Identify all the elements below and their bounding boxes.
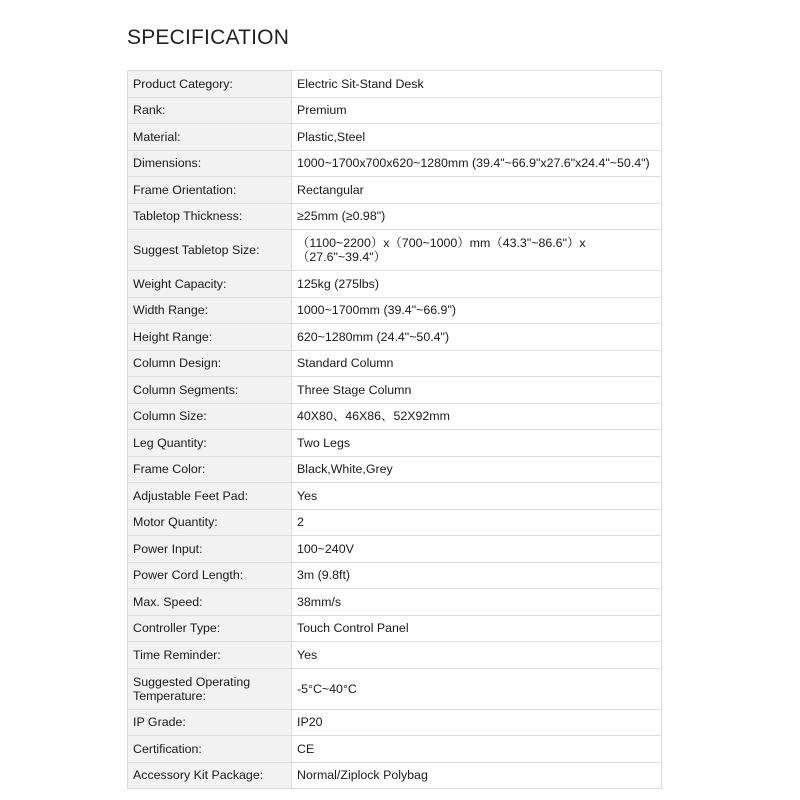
spec-row-weight-capacity [128,271,662,298]
spec-label: Dimensions: [128,150,292,177]
spec-label: Width Range: [128,297,292,324]
spec-label: Rank: [128,97,292,124]
spec-label: Column Size: [128,403,292,430]
spec-label: Height Range: [128,324,292,351]
spec-label: Frame Color: [128,456,292,483]
spec-label: Column Design: [128,350,292,377]
spec-row-column-segments [128,377,662,404]
spec-label: Accessory Kit Package: [128,762,292,789]
spec-label: Power Input: [128,536,292,563]
spec-label: Material: [128,124,292,151]
spec-row-power-cord-length [128,562,662,589]
page-title: SPECIFICATION [127,26,290,49]
spec-row-column-design [128,350,662,377]
spec-row-product-category [128,71,662,98]
spec-row-material [128,124,662,151]
spec-value: Three Stage Column [292,377,662,404]
spec-label: IP Grade: [128,709,292,736]
spec-row-certification [128,736,662,763]
spec-row-max-speed [128,589,662,616]
spec-value: Electric Sit-Stand Desk [292,71,662,98]
spec-row-time-reminder [128,642,662,669]
spec-value: Yes [292,642,662,669]
spec-value: 38mm/s [292,589,662,616]
spec-value: 1000~1700x700x620~1280mm (39.4"~66.9"x27.6"x24.4"~50.4") [292,150,662,177]
spec-value: -5°C~40°C [292,668,662,709]
spec-label: Product Category: [128,71,292,98]
spec-row-accessory-kit-package [128,762,662,789]
spec-value: 1000~1700mm (39.4"~66.9") [292,297,662,324]
spec-value: 125kg (275lbs) [292,271,662,298]
spec-label: Suggested Operating Temperature: [128,668,292,709]
spec-label: Controller Type: [128,615,292,642]
spec-row-frame-color [128,456,662,483]
spec-value: Premium [292,97,662,124]
spec-value: 3m (9.8ft) [292,562,662,589]
spec-value: Normal/Ziplock Polybag [292,762,662,789]
spec-label: Motor Quantity: [128,509,292,536]
spec-row-motor-quantity [128,509,662,536]
spec-row-width-range [128,297,662,324]
spec-row-power-input [128,536,662,563]
specification-table [127,70,662,789]
spec-value: Yes [292,483,662,510]
spec-row-dimensions [128,150,662,177]
spec-label: Column Segments: [128,377,292,404]
spec-value: IP20 [292,709,662,736]
spec-value: Black,White,Grey [292,456,662,483]
spec-row-suggested-operating-temperature [128,668,662,709]
spec-row-tabletop-thickness [128,203,662,230]
spec-value: 40X80、46X86、52X92mm [292,403,662,430]
spec-label: Adjustable Feet Pad: [128,483,292,510]
spec-row-frame-orientation [128,177,662,204]
spec-row-suggest-tabletop-size [128,230,662,271]
spec-value: Two Legs [292,430,662,457]
spec-label: Certification: [128,736,292,763]
spec-row-column-size [128,403,662,430]
spec-label: Time Reminder: [128,642,292,669]
spec-value: Rectangular [292,177,662,204]
spec-value: Plastic,Steel [292,124,662,151]
spec-row-controller-type [128,615,662,642]
spec-label: Max. Speed: [128,589,292,616]
spec-label: Power Cord Length: [128,562,292,589]
spec-value: 100~240V [292,536,662,563]
spec-value: Standard Column [292,350,662,377]
spec-label: Suggest Tabletop Size: [128,230,292,271]
spec-value: 620~1280mm (24.4"~50.4") [292,324,662,351]
spec-row-rank [128,97,662,124]
spec-label: Frame Orientation: [128,177,292,204]
spec-row-ip-grade [128,709,662,736]
spec-row-leg-quantity [128,430,662,457]
spec-value: 2 [292,509,662,536]
spec-value: CE [292,736,662,763]
spec-row-adjustable-feet-pad [128,483,662,510]
spec-label: Weight Capacity: [128,271,292,298]
spec-value: （1100~2200）x（700~1000）mm（43.3"~86.6"）x（27.6"~39.4"） [292,230,662,271]
spec-label: Leg Quantity: [128,430,292,457]
spec-row-height-range [128,324,662,351]
spec-value: Touch Control Panel [292,615,662,642]
spec-label: Tabletop Thickness: [128,203,292,230]
spec-value: ≥25mm (≥0.98") [292,203,662,230]
